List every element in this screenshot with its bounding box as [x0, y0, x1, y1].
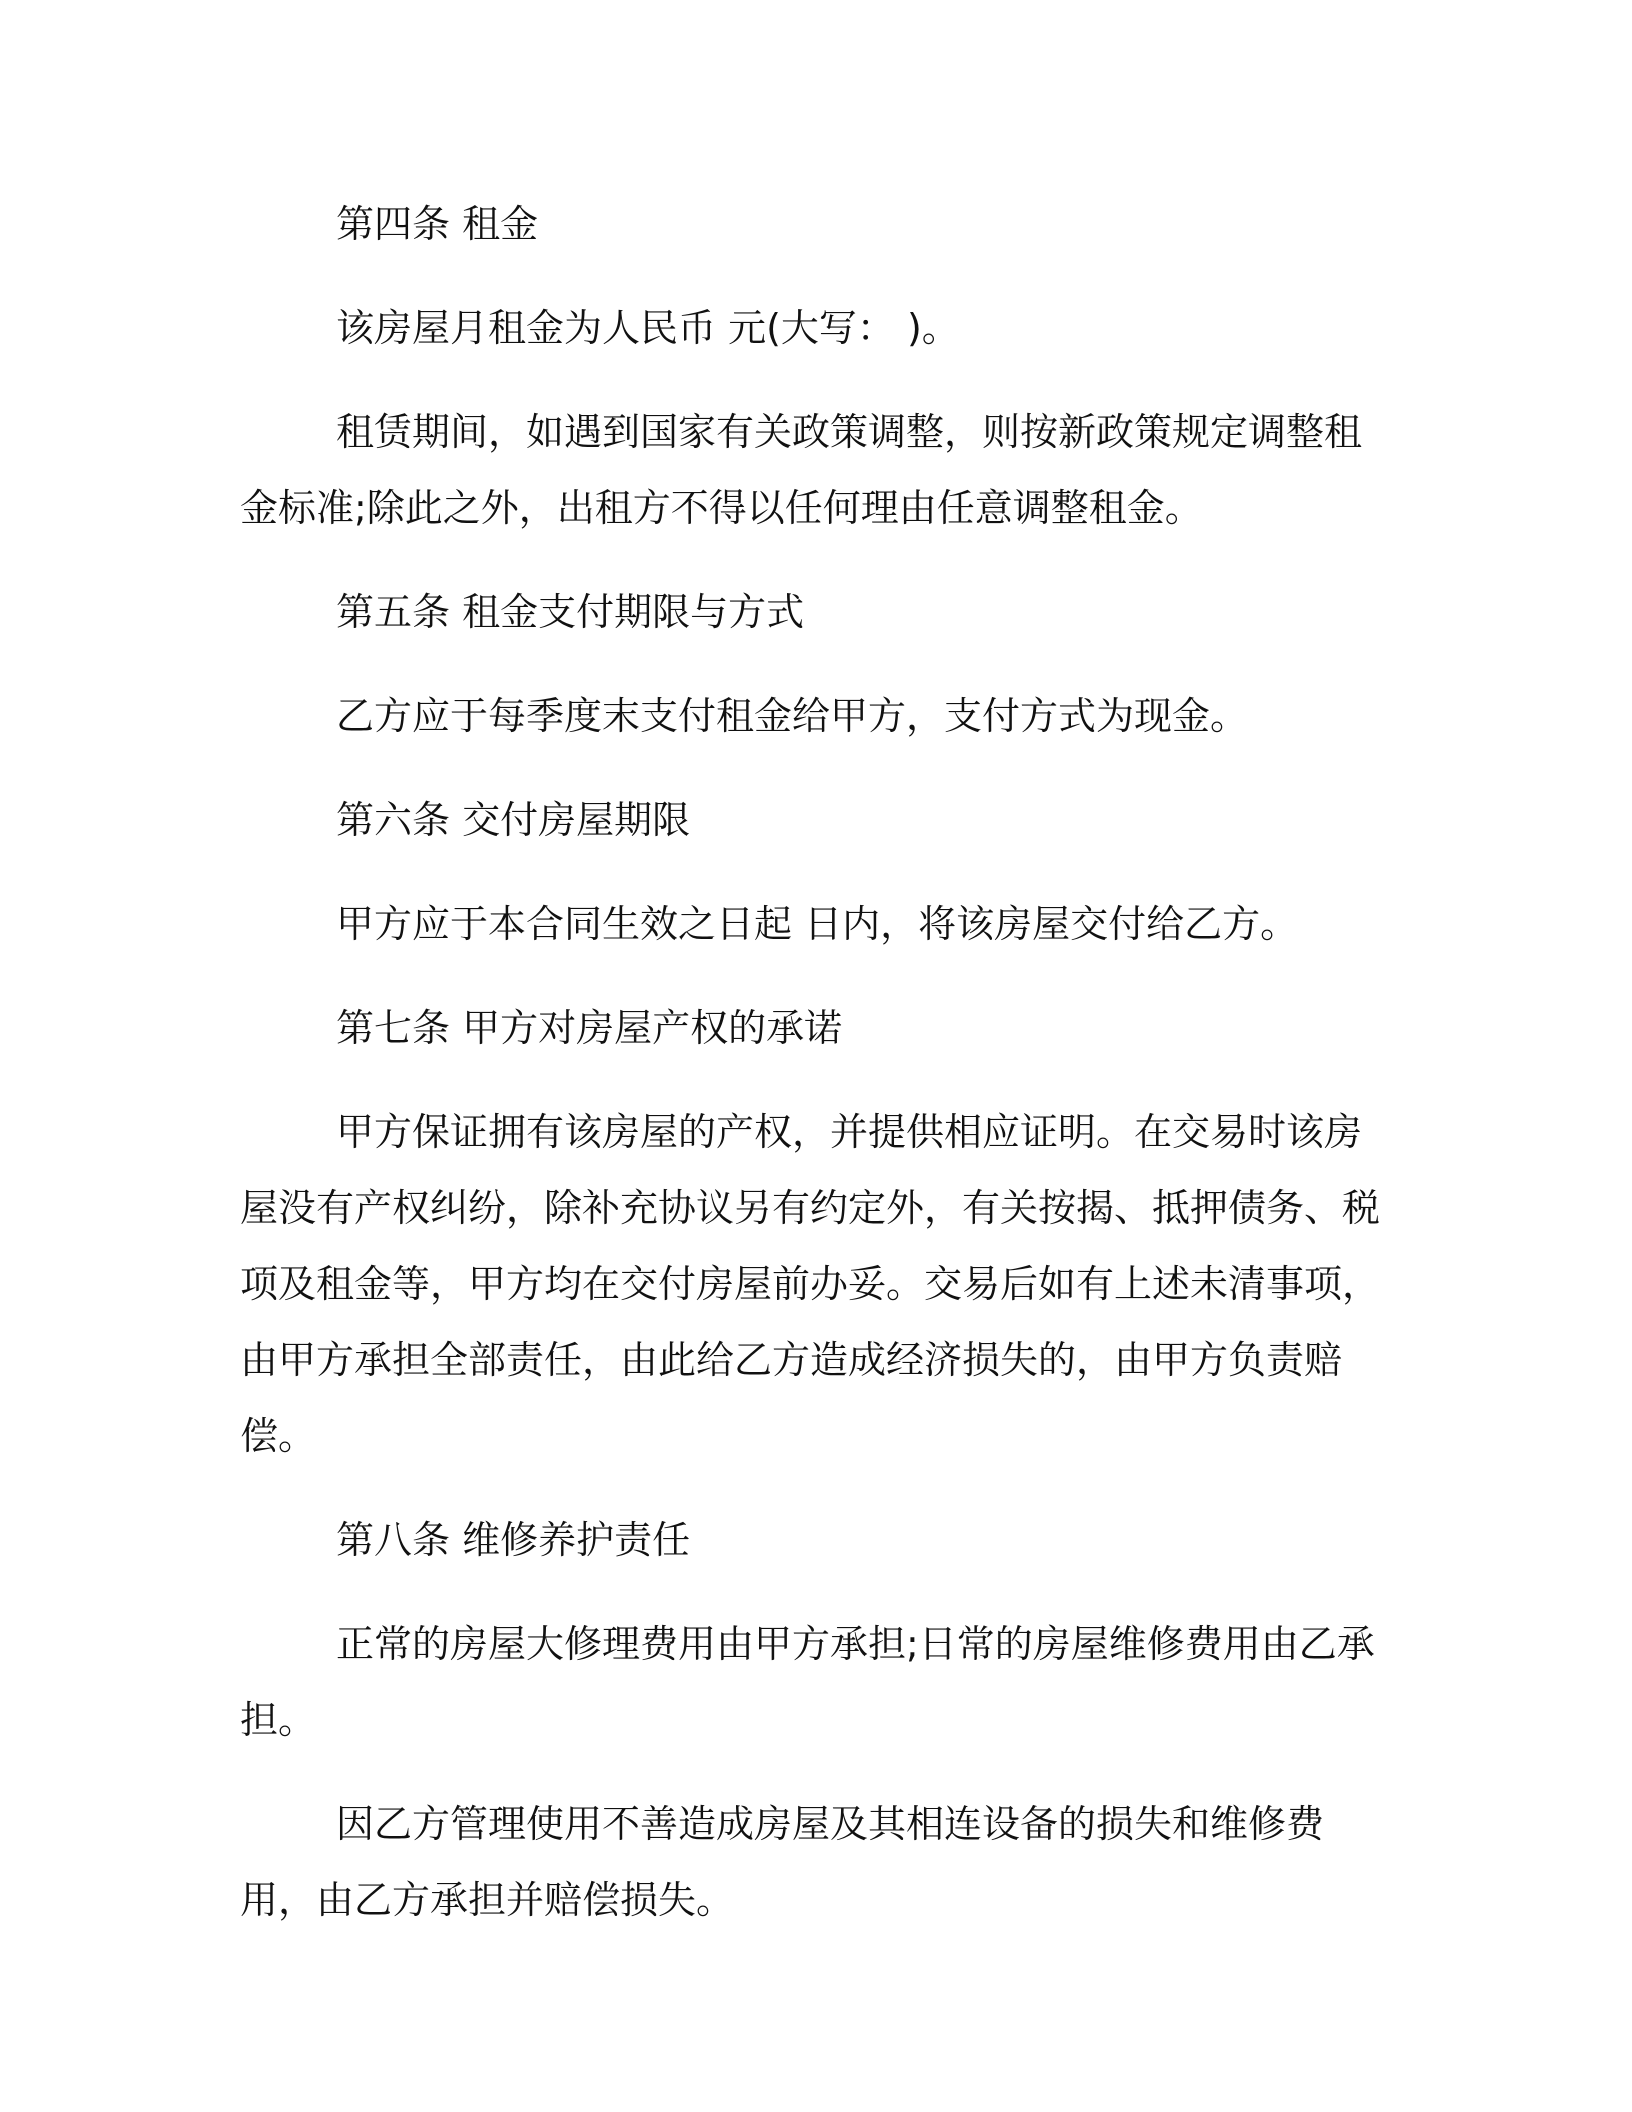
article-8-damage-liability: 因乙方管理使用不善造成房屋及其相连设备的损失和维修费用，由乙方承担并赔偿损失。: [240, 1802, 1325, 1922]
article-5-payment-terms: 乙方应于每季度末支付租金给甲方，支付方式为现金。: [336, 694, 1249, 738]
article-4-rent-adjustment: 租赁期间，如遇到国家有关政策调整，则按新政策规定调整租金标准;除此之外，出租方不得以任何理由任意调整租金。: [240, 410, 1363, 530]
article-8-repair-costs: 正常的房屋大修理费用由甲方承担;日常的房屋维修费用由乙承担。: [240, 1622, 1375, 1742]
article-4-rent-amount: 该房屋月租金为人民币 元(大写： )。: [336, 306, 960, 350]
article-5-heading: 第五条 租金支付期限与方式: [336, 590, 805, 634]
article-8-heading: 第八条 维修养护责任: [336, 1518, 691, 1562]
article-7-title-warranty: 甲方保证拥有该房屋的产权，并提供相应证明。在交易时该房屋没有产权纠纷，除补充协议另有约定外，有关按揭、抵押债务、税项及租金等，甲方均在交付房屋前办妥。交易后如有上述未清事项，由甲方承担全部责任，由此给乙方造成经济损失的，由甲方负责赔偿。: [240, 1110, 1381, 1458]
document-body: [240, 186, 1380, 1966]
article-4-heading: 第四条 租金: [336, 202, 539, 246]
article-7-heading: 第七条 甲方对房屋产权的承诺: [336, 1006, 843, 1050]
article-6-delivery-terms: 甲方应于本合同生效之日起 日内，将该房屋交付给乙方。: [336, 902, 1299, 946]
article-6-heading: 第六条 交付房屋期限: [336, 798, 691, 842]
